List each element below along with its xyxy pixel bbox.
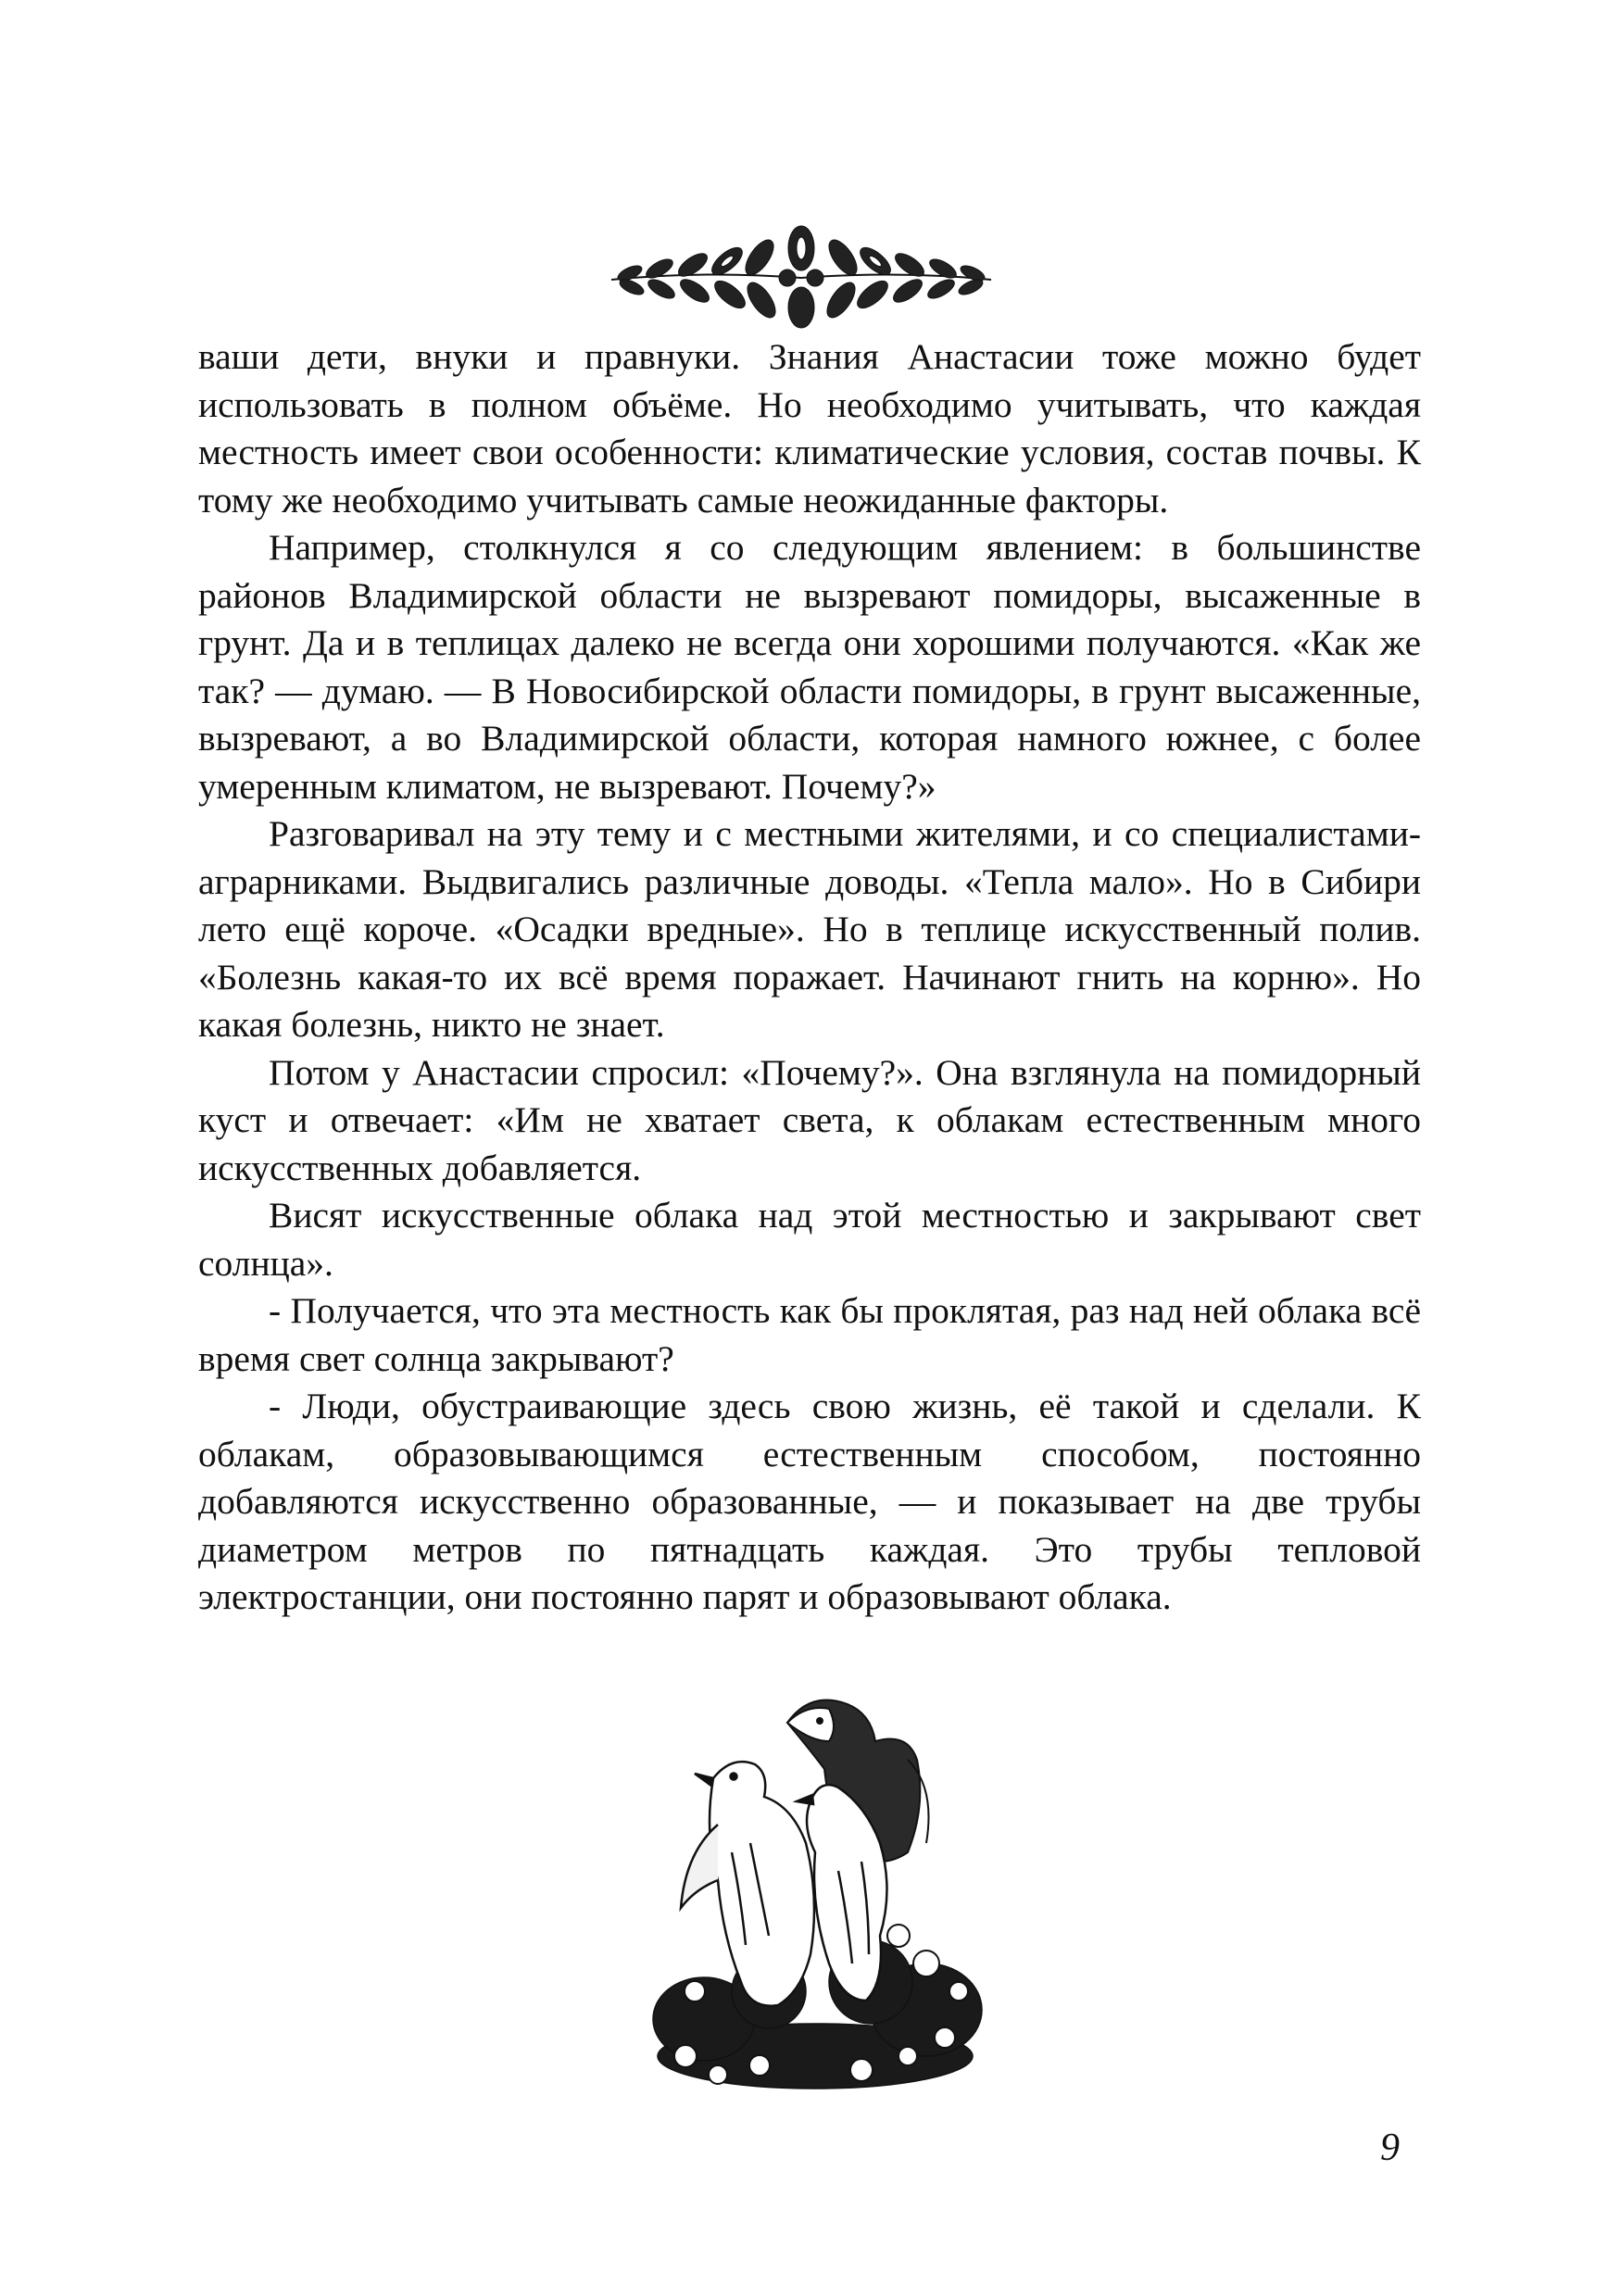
doves-illustration bbox=[630, 1686, 1000, 2102]
oak-leaf-ornament bbox=[602, 222, 1000, 333]
paragraph-3: Разговаривал на эту тему и с местными жителями, и со специалистами-аграрниками. Выдвигались различные доводы. «Тепла мало». Но в Сибири лето ещё короче. «Осадки вредные». Но в теплице искусственный полив. «Болезнь какая-то их всё время поражает. Начинают гнить на корню». Но какая болезнь, никто не знает. bbox=[198, 813, 1421, 1045]
paragraph-2: Например, столкнулся я со следующим явлением: в большинстве районов Владимирской области не вызревают помидоры, высаженные в грунт. Да и в теплицах далеко не всегда они хорошими получаются. «Как же так? — думаю. — В Новосибирской области помидоры, в грунт высаженные, вызревают, а во Владимирской области, которая намного южнее, с более умеренным климатом, не вызревают. Почему?» bbox=[198, 527, 1421, 807]
paragraph-5: Висят искусственные облака над этой местностью и закрывают свет солнца». bbox=[198, 1195, 1421, 1284]
paragraph-7: - Люди, обустраивающие здесь свою жизнь, её такой и сделали. К облакам, образовывающимся естественным способом, постоянно добавляются искусственно образованные, — и показывает на две трубы диаметром метров по пятнадцать каждая. Это трубы тепловой электростанции, они постоянно парят и образовывают облака. bbox=[198, 1386, 1421, 1617]
paragraph-6: - Получается, что эта местность как бы проклятая, раз над ней облака всё время свет солнца закрывают? bbox=[198, 1290, 1421, 1379]
body-text bbox=[198, 333, 1421, 1622]
paragraph-1: ваши дети, внуки и правнуки. Знания Анастасии тоже можно будет использовать в полном объёме. Но необходимо учитывать, что каждая местность имеет свои особенности: климатические условия, состав почвы. К тому же необходимо учитывать самые неожиданные факторы. bbox=[198, 336, 1421, 521]
page-number: 9 bbox=[1380, 2127, 1400, 2169]
paragraph-4: Потом у Анастасии спросил: «Почему?». Она взглянула на помидорный куст и отвечает: «Им не хватает света, к облакам естественным много искусственных добавляется. bbox=[198, 1051, 1421, 1188]
